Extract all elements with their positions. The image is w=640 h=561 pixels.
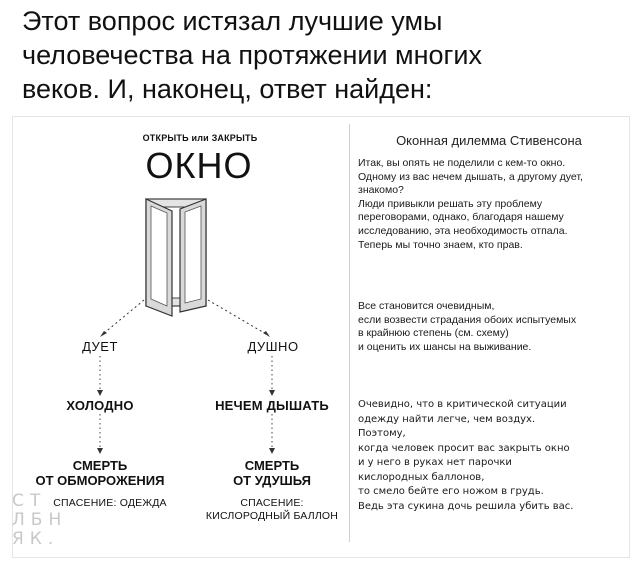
paragraph-intro <box>358 157 620 252</box>
diagram-subtitle: ОТКРЫТЬ или ЗАКРЫТЬ <box>142 133 258 143</box>
arrow-right-branch <box>208 300 266 334</box>
rescue-right-line2: КИСЛОРОДНЫЙ БАЛЛОН <box>205 510 339 522</box>
arrowhead <box>269 390 275 396</box>
branch-label-right: ДУШНО <box>247 339 299 354</box>
rescue-right-line1: СПАСЕНИЕ: <box>240 497 304 509</box>
outcome-left <box>14 458 186 488</box>
outcome-left-line1: СМЕРТЬ <box>72 458 128 473</box>
text-line: Все становится очевидным, <box>358 300 495 312</box>
text-line: и у него в руках нет парочки <box>358 457 512 468</box>
text-line: в крайнюю степень (см. схему) <box>358 327 509 340</box>
text-line: кислородных баллонов, <box>358 471 485 483</box>
right-panel-title: Оконная дилемма Стивенсона <box>396 133 582 148</box>
outcome-right-line2: ОТ УДУШЬЯ <box>233 473 311 488</box>
text-line: Ведь эта сукина дочь решила убить вас. <box>358 500 574 512</box>
watermark-line: ЯК. <box>12 529 60 549</box>
watermark-line: ЛБН <box>12 510 68 530</box>
caption-line: человечества на протяжении многих <box>22 40 482 70</box>
text-line: исследованию, эта необходимость отпала. <box>358 224 568 237</box>
text-line: Теперь мы точно знаем, кто прав. <box>358 238 523 251</box>
watermark <box>12 491 68 549</box>
text-line: Одному из вас нечем дышать, а другому дует, <box>358 170 583 183</box>
text-line: Итак, вы опять не поделили с кем-то окно. <box>358 157 566 169</box>
text-line: одежду найти легче, чем воздух. <box>358 413 536 425</box>
diagram-title: ОКНО <box>145 145 253 186</box>
caption-line: Этот вопрос истязал лучшие умы <box>22 6 443 36</box>
text-line: переговорами, однако, благодаря нашему <box>358 211 564 224</box>
text-line: и оценить их шансы на выживание. <box>358 340 532 353</box>
watermark-line: СТ <box>12 491 47 511</box>
text-line: знакомо? <box>358 184 404 197</box>
arrowhead <box>97 448 103 454</box>
branch-label-left: ДУЕТ <box>82 339 118 354</box>
effect-left: ХОЛОДНО <box>66 398 134 413</box>
text-line: Люди привыкли решать эту проблему <box>358 197 543 210</box>
outcome-right <box>200 458 344 488</box>
text-line: если возвести страдания обоих испытуемых <box>358 313 577 326</box>
arrowhead <box>263 331 270 337</box>
rescue-left: СПАСЕНИЕ: ОДЕЖДА <box>53 497 167 509</box>
arrow-left-branch <box>103 300 144 334</box>
outcome-right-line1: СМЕРТЬ <box>244 458 300 473</box>
paragraph-conclusion <box>358 398 626 514</box>
text-line: то смело бейте его ножом в грудь. <box>358 486 544 497</box>
arrowhead <box>97 390 103 396</box>
window-pane-right <box>185 206 201 303</box>
arrowhead <box>100 331 107 337</box>
paragraph-method <box>358 300 620 354</box>
arrowhead <box>269 448 275 454</box>
caption-line: веков. И, наконец, ответ найден: <box>22 74 433 104</box>
text-line: Очевидно, что в критической ситуации <box>358 399 567 410</box>
outcome-left-line2: ОТ ОБМОРОЖЕНИЯ <box>35 473 165 488</box>
text-line: Поэтому, <box>358 428 406 439</box>
text-line: когда человек просит вас закрыть окно <box>358 442 570 454</box>
window-pane-left <box>151 206 167 306</box>
rescue-right <box>196 497 348 523</box>
effect-right: НЕЧЕМ ДЫШАТЬ <box>215 398 329 413</box>
